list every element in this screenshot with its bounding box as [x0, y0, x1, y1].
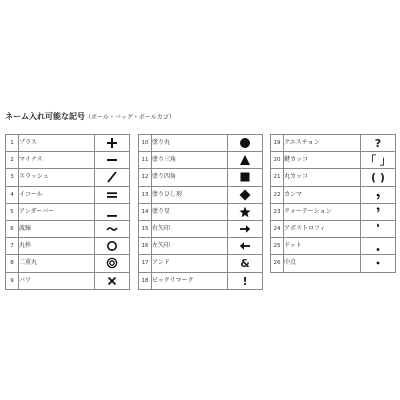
- symbol-glyph-cell: [95, 152, 130, 169]
- symbol-glyph-cell: [95, 238, 130, 255]
- symbol-name: 左矢印: [152, 238, 228, 255]
- quotation-icon: [372, 206, 384, 218]
- symbol-number: 19: [271, 135, 284, 152]
- symbol-name: 中点: [284, 255, 361, 272]
- symbol-number: 22: [271, 186, 284, 203]
- symbol-number: 25: [271, 238, 284, 255]
- title-main: ネーム入れ可能な記号: [5, 112, 85, 121]
- symbol-row: [271, 152, 396, 169]
- symbol-number: 21: [271, 169, 284, 186]
- symbol-name: 丸カッコ: [284, 169, 361, 186]
- symbol-glyph-cell: [95, 186, 130, 203]
- symbol-row: [6, 152, 130, 169]
- symbol-glyph-cell: [228, 203, 263, 220]
- symbol-table-2: [138, 134, 263, 290]
- symbol-name: クォーテーション: [284, 203, 361, 220]
- symbol-name: プラス: [19, 135, 95, 152]
- equals-icon: [106, 189, 118, 201]
- symbol-number: 23: [271, 203, 284, 220]
- minus-icon: [106, 154, 118, 166]
- symbol-number: 14: [139, 203, 152, 220]
- plus-icon: [106, 137, 118, 149]
- symbol-row: [139, 186, 263, 203]
- symbol-row: [6, 238, 130, 255]
- corner-brackets-icon: 「 」: [365, 154, 391, 168]
- symbol-glyph-cell: [361, 169, 396, 186]
- symbol-row: [139, 238, 263, 255]
- symbol-name: アンド: [152, 255, 228, 272]
- symbol-name: アンダーバー: [19, 203, 95, 220]
- left-arrow-icon: [239, 240, 251, 252]
- symbol-number: 5: [6, 203, 19, 220]
- symbol-name: ドット: [284, 238, 361, 255]
- symbol-glyph-cell: [228, 169, 263, 186]
- symbol-number: 12: [139, 169, 152, 186]
- symbol-glyph-cell: [95, 220, 130, 237]
- symbol-glyph-cell: [228, 220, 263, 237]
- symbol-glyph-cell: [361, 238, 396, 255]
- symbol-number: 3: [6, 169, 19, 186]
- comma-icon: [372, 189, 384, 201]
- symbol-row: [139, 169, 263, 186]
- symbol-glyph-cell: [95, 169, 130, 186]
- symbol-glyph-cell: [361, 152, 396, 169]
- symbol-glyph-cell: [228, 152, 263, 169]
- symbol-number: 18: [139, 272, 152, 289]
- symbol-number: 10: [139, 135, 152, 152]
- question-icon: ?: [374, 137, 382, 151]
- slash-icon: [106, 171, 118, 183]
- symbol-row: [6, 203, 130, 220]
- symbol-number: 26: [271, 255, 284, 272]
- symbol-name: イコール: [19, 186, 95, 203]
- symbol-glyph-cell: [361, 203, 396, 220]
- symbol-row: [271, 169, 396, 186]
- symbol-glyph-cell: [95, 135, 130, 152]
- symbol-glyph-cell: [95, 272, 130, 289]
- symbol-row: [139, 272, 263, 289]
- symbol-row: [271, 186, 396, 203]
- symbol-row: [6, 220, 130, 237]
- symbol-name: アポストロフィ: [284, 220, 361, 237]
- symbol-name: カンマ: [284, 186, 361, 203]
- symbol-number: 17: [139, 255, 152, 272]
- symbol-name: 右矢印: [152, 220, 228, 237]
- title-sub: （ボール・バッグ・ボールカゴ）: [85, 114, 175, 121]
- ampersand-icon: &: [240, 257, 250, 271]
- symbol-name: ビックリマーク: [152, 272, 228, 289]
- page-title: [5, 112, 175, 123]
- apostrophe-icon: [372, 223, 384, 235]
- symbol-glyph-cell: [95, 203, 130, 220]
- symbol-row: [139, 135, 263, 152]
- symbol-glyph-cell: [228, 135, 263, 152]
- symbol-number: 7: [6, 238, 19, 255]
- symbol-number: 8: [6, 255, 19, 272]
- symbol-glyph-cell: [361, 186, 396, 203]
- symbol-glyph-cell: [361, 135, 396, 152]
- symbol-name: 塗り星: [152, 203, 228, 220]
- symbol-name: 丸枠: [19, 238, 95, 255]
- symbol-name: マイナス: [19, 152, 95, 169]
- double-circle-icon: [106, 257, 118, 269]
- symbol-row: [271, 220, 396, 237]
- filled-diamond-icon: [239, 189, 251, 201]
- symbol-row: [139, 255, 263, 272]
- symbol-number: 2: [6, 152, 19, 169]
- symbol-name: スラッシュ: [19, 169, 95, 186]
- symbol-glyph-cell: [95, 255, 130, 272]
- symbol-row: [271, 238, 396, 255]
- symbol-number: 4: [6, 186, 19, 203]
- filled-square-icon: [239, 171, 251, 183]
- symbol-number: 20: [271, 152, 284, 169]
- symbol-row: [271, 255, 396, 272]
- symbol-row: [6, 255, 130, 272]
- tilde-icon: [106, 223, 118, 235]
- filled-circle-icon: [239, 137, 251, 149]
- symbol-row: [6, 272, 130, 289]
- symbol-glyph-cell: [228, 272, 263, 289]
- symbol-name: バツ: [19, 272, 95, 289]
- symbol-row: [6, 135, 130, 152]
- symbol-table-3: [270, 134, 396, 273]
- symbol-name: クエスチョン: [284, 135, 361, 152]
- symbol-row: [271, 203, 396, 220]
- filled-triangle-icon: [239, 154, 251, 166]
- symbol-number: 13: [139, 186, 152, 203]
- circle-outline-icon: [106, 240, 118, 252]
- symbol-name: 波線: [19, 220, 95, 237]
- symbol-glyph-cell: [361, 255, 396, 272]
- parentheses-icon: ( ): [371, 171, 385, 185]
- symbol-number: 16: [139, 238, 152, 255]
- symbol-row: [271, 135, 396, 152]
- dot-icon: [372, 240, 384, 252]
- symbol-glyph-cell: [228, 186, 263, 203]
- exclamation-icon: !: [242, 274, 248, 288]
- symbol-row: [139, 220, 263, 237]
- symbol-glyph-cell: [361, 220, 396, 237]
- symbol-name: 塗り丸: [152, 135, 228, 152]
- symbol-name: 塗りひし形: [152, 186, 228, 203]
- symbol-number: 9: [6, 272, 19, 289]
- symbol-row: [6, 169, 130, 186]
- symbol-number: 1: [6, 135, 19, 152]
- filled-star-icon: [239, 206, 251, 218]
- cross-icon: [106, 275, 118, 287]
- symbol-glyph-cell: [228, 238, 263, 255]
- symbol-row: [139, 203, 263, 220]
- symbol-name: 塗り四角: [152, 169, 228, 186]
- symbol-row: [6, 186, 130, 203]
- symbol-table-1: [5, 134, 130, 290]
- symbol-number: 15: [139, 220, 152, 237]
- middle-dot-icon: [372, 257, 384, 269]
- right-arrow-icon: [239, 223, 251, 235]
- symbol-name: 二重丸: [19, 255, 95, 272]
- symbol-number: 24: [271, 220, 284, 237]
- symbol-number: 6: [6, 220, 19, 237]
- symbol-number: 11: [139, 152, 152, 169]
- symbol-name: 塗り三角: [152, 152, 228, 169]
- symbol-glyph-cell: [228, 255, 263, 272]
- underscore-icon: [106, 206, 118, 218]
- symbol-name: 鍵カッコ: [284, 152, 361, 169]
- symbol-row: [139, 152, 263, 169]
